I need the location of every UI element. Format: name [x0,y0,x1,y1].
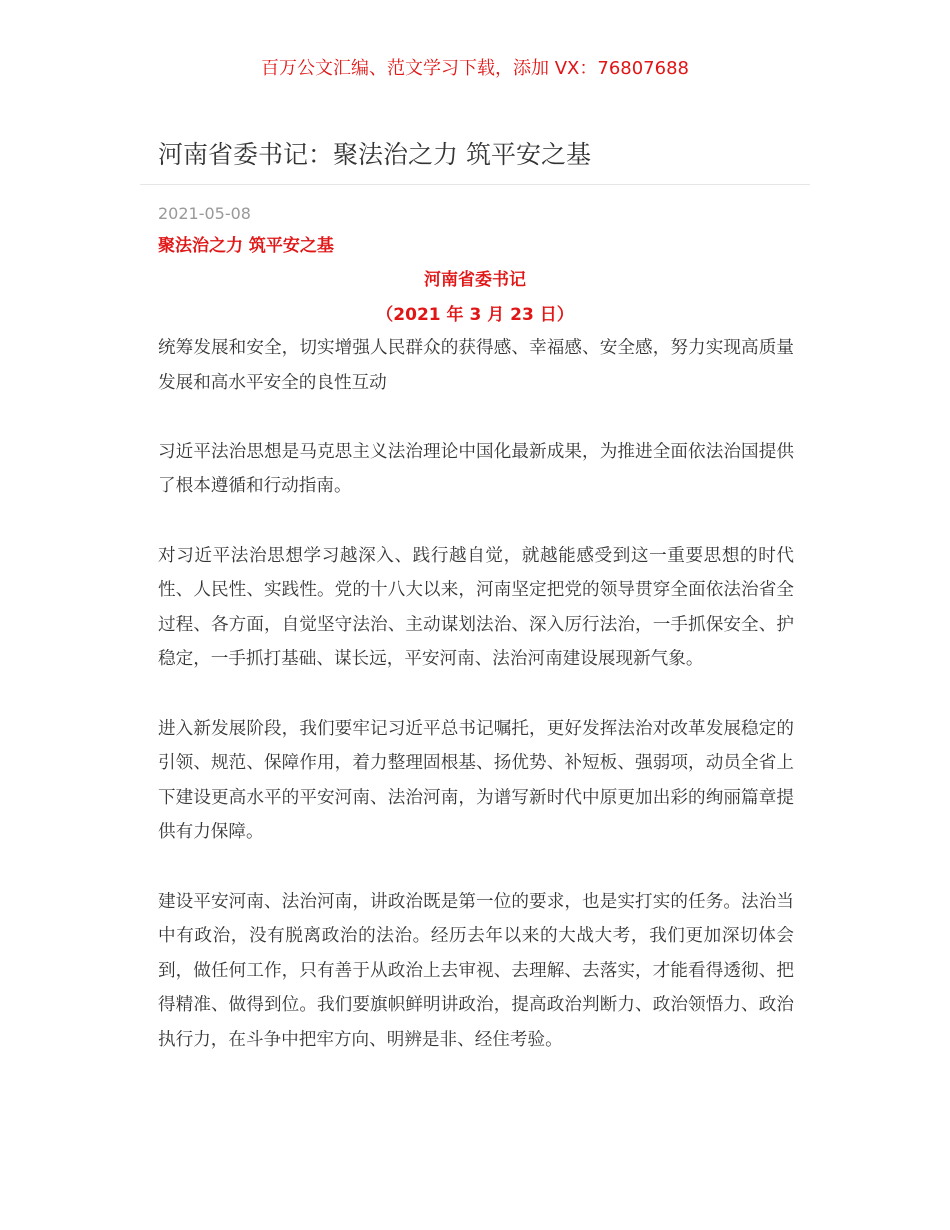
article-headline: 聚法治之力 筑平安之基 [158,236,334,256]
article-title: 河南省委书记：聚法治之力 筑平安之基 [158,140,591,169]
paragraph: 统筹发展和安全，切实增强人民群众的获得感、幸福感、安全感，努力实现高质量发展和高水平安全的良性互动 [158,338,794,393]
promo-banner: 百万公文汇编、范文学习下载，添加 VX：76807688 [261,58,689,79]
article-author: 河南省委书记 [424,270,526,290]
article-body [158,331,794,1092]
paragraph: 进入新发展阶段，我们要牢记习近平总书记嘱托，更好发挥法治对改革发展稳定的引领、规范、保障作用，着力整理固根基、扬优势、补短板、强弱项，动员全省上下建设更高水平的平安河南、法治河南，为谱写新时代中原更加出彩的绚丽篇章提供有力保障。 [158,718,794,843]
title-divider [140,184,810,185]
publish-date: 2021-05-08 [158,204,251,223]
paragraph: 习近平法治思想是马克思主义法治理论中国化最新成果，为推进全面依法治国提供了根本遵循和行动指南。 [158,441,794,497]
paragraph: 建设平安河南、法治河南，讲政治既是第一位的要求，也是实打实的任务。法治当中有政治，没有脱离政治的法治。经历去年以来的大战大考，我们更加深切体会到，做任何工作，只有善于从政治上去审视、去理解、去落实，才能看得透彻、把得精准、做得到位。我们要旗帜鲜明讲政治，提高政治判断力、政治领悟力、政治执行力，在斗争中把牢方向、明辨是非、经住考验。 [158,891,794,1050]
paragraph: 对习近平法治思想学习越深入、践行越自觉，就越能感受到这一重要思想的时代性、人民性、实践性。党的十八大以来，河南坚定把党的领导贯穿全面依法治省全过程、各方面，自觉坚守法治、主动谋划法治、深入厉行法治，一手抓保安全、护稳定，一手抓打基础、谋长远，平安河南、法治河南建设展现新气象。 [158,545,794,670]
article-speech-date: （2021 年 3 月 23 日） [376,305,574,325]
